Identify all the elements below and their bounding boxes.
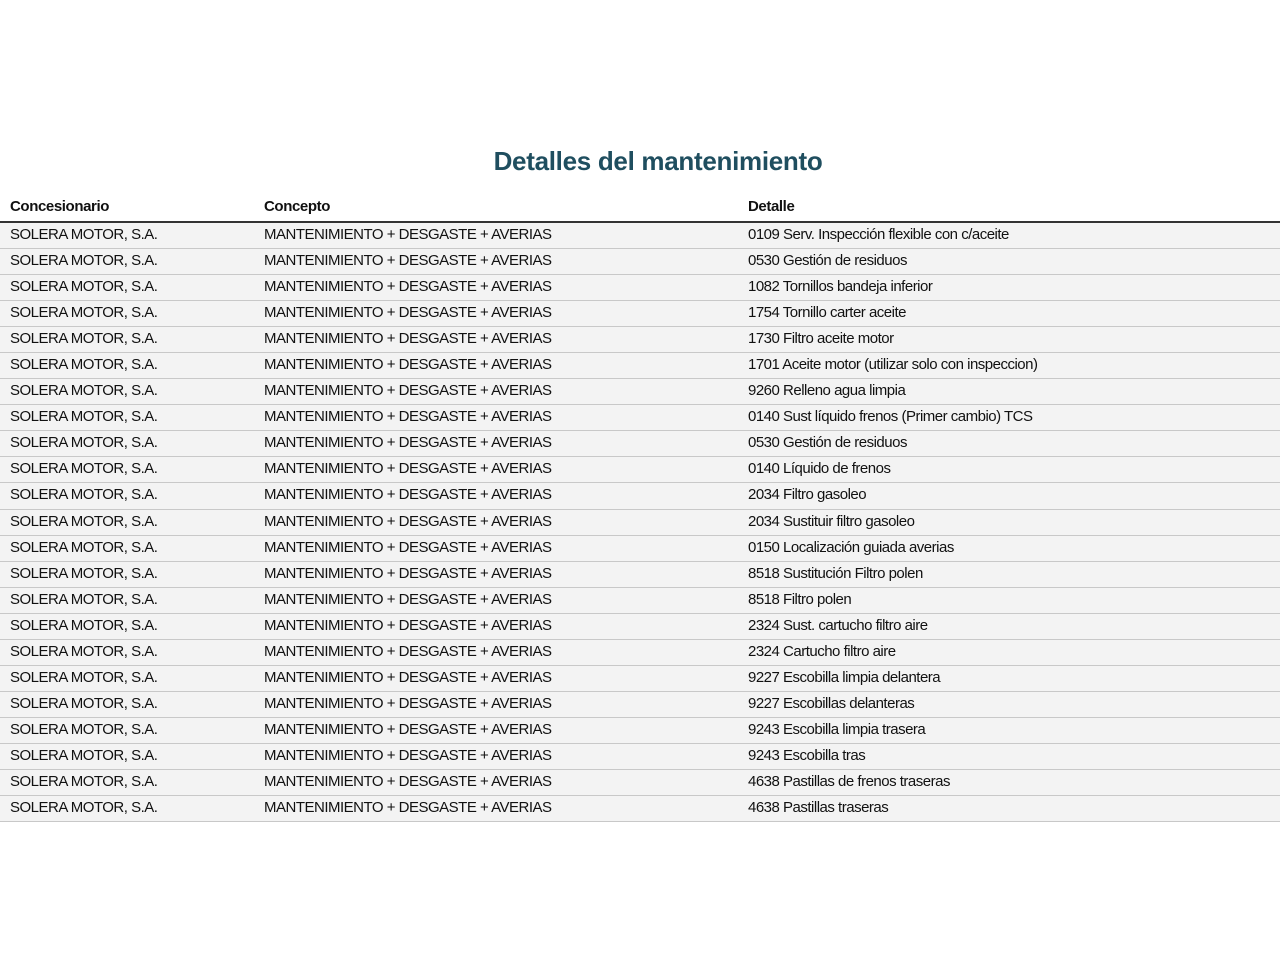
table-row [0, 614, 1280, 640]
table-row [0, 223, 1280, 249]
cell-concepto: MANTENIMIENTO + DESGASTE + AVERIAS [264, 226, 552, 243]
cell-concesionario: SOLERA MOTOR, S.A. [10, 356, 158, 374]
cell-concepto: MANTENIMIENTO + DESGASTE + AVERIAS [264, 408, 552, 426]
cell-concesionario: SOLERA MOTOR, S.A. [10, 720, 158, 738]
cell-detalle: 9243 Escobilla tras [748, 746, 866, 764]
cell-concepto: MANTENIMIENTO + DESGASTE + AVERIAS [264, 538, 552, 556]
cell-concesionario: SOLERA MOTOR, S.A. [10, 512, 158, 530]
table-row [0, 562, 1280, 588]
cell-concepto: MANTENIMIENTO + DESGASTE + AVERIAS [264, 668, 552, 686]
table-row [0, 249, 1280, 275]
table-row [0, 536, 1280, 562]
cell-concesionario: SOLERA MOTOR, S.A. [10, 460, 158, 478]
cell-detalle: 8518 Filtro polen [748, 590, 852, 608]
table-row [0, 275, 1280, 301]
cell-concesionario: SOLERA MOTOR, S.A. [10, 564, 158, 582]
cell-concesionario: SOLERA MOTOR, S.A. [10, 434, 158, 452]
header-concesionario: Concesionario [10, 198, 109, 215]
cell-concesionario: SOLERA MOTOR, S.A. [10, 382, 158, 400]
table-row [0, 588, 1280, 614]
cell-concepto: MANTENIMIENTO + DESGASTE + AVERIAS [264, 616, 552, 634]
cell-detalle: 2034 Filtro gasoleo [748, 486, 867, 504]
cell-detalle: 9260 Relleno agua limpia [748, 382, 906, 400]
cell-concepto: MANTENIMIENTO + DESGASTE + AVERIAS [264, 642, 552, 660]
table-row [0, 666, 1280, 692]
cell-detalle: 0530 Gestión de residuos [748, 434, 907, 452]
table-row [0, 483, 1280, 509]
cell-concesionario: SOLERA MOTOR, S.A. [10, 330, 158, 348]
cell-concepto: MANTENIMIENTO + DESGASTE + AVERIAS [264, 460, 552, 478]
cell-detalle: 0530 Gestión de residuos [748, 252, 907, 270]
table-row [0, 770, 1280, 796]
cell-concesionario: SOLERA MOTOR, S.A. [10, 590, 158, 608]
table-row [0, 379, 1280, 405]
cell-detalle: 0109 Serv. Inspección flexible con c/aceite [748, 226, 1009, 243]
table-header [0, 196, 1280, 223]
cell-concepto: MANTENIMIENTO + DESGASTE + AVERIAS [264, 356, 552, 374]
table-row [0, 431, 1280, 457]
cell-detalle: 1701 Aceite motor (utilizar solo con inspeccion) [748, 356, 1038, 374]
cell-detalle: 1730 Filtro aceite motor [748, 330, 894, 348]
maintenance-table [0, 196, 1280, 822]
cell-concesionario: SOLERA MOTOR, S.A. [10, 408, 158, 426]
cell-concepto: MANTENIMIENTO + DESGASTE + AVERIAS [264, 382, 552, 400]
table-row [0, 327, 1280, 353]
header-concepto: Concepto [264, 198, 330, 215]
cell-detalle: 4638 Pastillas traseras [748, 799, 889, 817]
table-row [0, 457, 1280, 483]
table-row [0, 692, 1280, 718]
cell-detalle: 8518 Sustitución Filtro polen [748, 564, 923, 582]
cell-detalle: 0140 Líquido de frenos [748, 460, 891, 478]
table-row [0, 718, 1280, 744]
table-row [0, 796, 1280, 822]
cell-concesionario: SOLERA MOTOR, S.A. [10, 799, 158, 817]
cell-concesionario: SOLERA MOTOR, S.A. [10, 538, 158, 556]
table-row [0, 405, 1280, 431]
header-detalle: Detalle [748, 198, 795, 215]
cell-detalle: 2324 Sust. cartucho filtro aire [748, 616, 928, 634]
table-row [0, 301, 1280, 327]
table-row [0, 353, 1280, 379]
cell-concesionario: SOLERA MOTOR, S.A. [10, 616, 158, 634]
cell-concepto: MANTENIMIENTO + DESGASTE + AVERIAS [264, 772, 552, 790]
cell-detalle: 9227 Escobilla limpia delantera [748, 668, 941, 686]
cell-concepto: MANTENIMIENTO + DESGASTE + AVERIAS [264, 512, 552, 530]
cell-concesionario: SOLERA MOTOR, S.A. [10, 668, 158, 686]
cell-concesionario: SOLERA MOTOR, S.A. [10, 252, 158, 270]
cell-concepto: MANTENIMIENTO + DESGASTE + AVERIAS [264, 486, 552, 504]
cell-detalle: 0140 Sust líquido frenos (Primer cambio) TCS [748, 408, 1033, 426]
table-row [0, 744, 1280, 770]
cell-concepto: MANTENIMIENTO + DESGASTE + AVERIAS [264, 434, 552, 452]
cell-detalle: 1754 Tornillo carter aceite [748, 304, 906, 322]
cell-concesionario: SOLERA MOTOR, S.A. [10, 746, 158, 764]
page-title: Detalles del mantenimiento [493, 146, 823, 176]
cell-detalle: 1082 Tornillos bandeja inferior [748, 278, 933, 296]
cell-detalle: 9227 Escobillas delanteras [748, 694, 915, 712]
cell-concepto: MANTENIMIENTO + DESGASTE + AVERIAS [264, 252, 552, 270]
cell-concepto: MANTENIMIENTO + DESGASTE + AVERIAS [264, 746, 552, 764]
cell-concesionario: SOLERA MOTOR, S.A. [10, 278, 158, 296]
cell-concesionario: SOLERA MOTOR, S.A. [10, 642, 158, 660]
cell-concepto: MANTENIMIENTO + DESGASTE + AVERIAS [264, 304, 552, 322]
table-body [0, 223, 1280, 822]
cell-concepto: MANTENIMIENTO + DESGASTE + AVERIAS [264, 278, 552, 296]
cell-concepto: MANTENIMIENTO + DESGASTE + AVERIAS [264, 694, 552, 712]
cell-concesionario: SOLERA MOTOR, S.A. [10, 304, 158, 322]
cell-concesionario: SOLERA MOTOR, S.A. [10, 694, 158, 712]
cell-concesionario: SOLERA MOTOR, S.A. [10, 226, 158, 243]
cell-detalle: 9243 Escobilla limpia trasera [748, 720, 926, 738]
cell-concepto: MANTENIMIENTO + DESGASTE + AVERIAS [264, 564, 552, 582]
cell-concepto: MANTENIMIENTO + DESGASTE + AVERIAS [264, 590, 552, 608]
cell-detalle: 2324 Cartucho filtro aire [748, 642, 896, 660]
cell-detalle: 0150 Localización guiada averias [748, 538, 954, 556]
table-row [0, 510, 1280, 536]
cell-detalle: 2034 Sustituir filtro gasoleo [748, 512, 915, 530]
cell-concesionario: SOLERA MOTOR, S.A. [10, 486, 158, 504]
cell-concepto: MANTENIMIENTO + DESGASTE + AVERIAS [264, 720, 552, 738]
table-row [0, 640, 1280, 666]
cell-concesionario: SOLERA MOTOR, S.A. [10, 772, 158, 790]
cell-concepto: MANTENIMIENTO + DESGASTE + AVERIAS [264, 799, 552, 817]
cell-detalle: 4638 Pastillas de frenos traseras [748, 772, 950, 790]
cell-concepto: MANTENIMIENTO + DESGASTE + AVERIAS [264, 330, 552, 348]
